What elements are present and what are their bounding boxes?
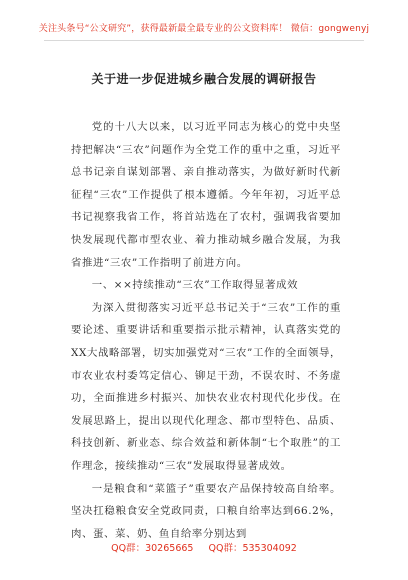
section-heading-1: 一、××持续推动“三农”工作取得显著成效	[91, 279, 299, 292]
header-notice: 关注头条号“公文研究”，获得最新最全最专业的公文资料库！ 微信：gongwenyj	[38, 24, 370, 34]
footer-notice	[0, 540, 408, 554]
document-title: 关于进一步促进城乡融合发展的调研报告	[91, 72, 317, 86]
header-divider	[44, 40, 364, 41]
paragraph-section-1: 为深入贯彻落实习近平总书记关于“三农”工作的重要论述、重要讲话和重要指示批示精神，认真落实党的XX大战略部署，切实加强党对“三农”工作的全面领导，市农业农村委笃定信心、铆足干劲，不误农时、不务虚功，全面推进乡村振兴、加快农业农村现代化步伐。在发展思路上，提出以现代化理念、都市型特色、品质、科技创新、新业态、综合效益和新体制“七个取胜”的工作理念，接续推动“三农”发展取得显著成效。	[71, 301, 341, 472]
paragraph-intro: 党的十八大以来，以习近平同志为核心的党中央坚持把解决“三农”问题作为全党工作的重中之重，习近平总书记亲自谋划部署、亲自推动落实，为做好新时代新征程“三农”工作提供了根本遵循。今年年初，习近平总书记视察我省工作，将首站选在了农村，强调我省要加快发展现代都市型农业、着力推动城乡融合发展，为我省推进“三农”工作指明了前进方向。	[71, 121, 341, 269]
footer-qq-group-1: QQ群：30265665	[111, 543, 194, 554]
document-body	[71, 116, 341, 545]
footer-qq-group-2: QQ群：535304092	[208, 543, 297, 554]
paragraph-point-1: 一是粮食和“菜篮子”重要农产品保持较高自给率。坚决扛稳粮食安全党政同责，口粮自给率达到66.2%，肉、蛋、菜、奶、鱼自给率分别达到	[71, 482, 341, 540]
